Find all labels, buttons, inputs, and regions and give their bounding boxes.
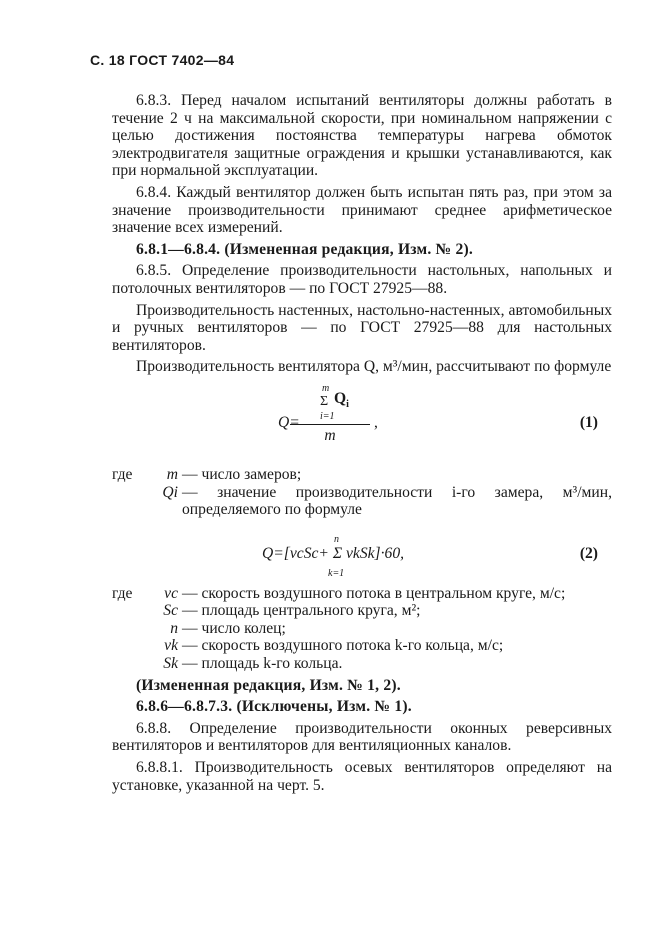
where-symbol: Sk	[163, 655, 178, 673]
sum-lower-limit: i=1	[320, 410, 335, 422]
formula-2-body: Q=[vcSc+ Σ vkSk]·60,	[262, 544, 405, 562]
where-text: — значение производительности i-го замера, м³/мин, определяемого по формуле	[182, 483, 612, 519]
where-label: где	[112, 584, 133, 602]
formula-2	[112, 527, 612, 577]
where-list-1	[112, 466, 612, 519]
sum-lower-limit: k=1	[328, 567, 345, 579]
paragraph-formula-intro: Производительность вентилятора Q, м³/мин, рассчитывают по формуле	[136, 358, 612, 376]
sum-upper-limit: m	[322, 382, 330, 394]
paragraph-wall-fans: Производительность настенных, настольно-настенных, автомобильных и ручных вентиляторов — по ГОСТ 27925—88 для настольных вентиляторов.	[112, 301, 612, 354]
excluded-note: 6.8.6—6.8.7.3. (Исключены, Изм. № 1).	[136, 698, 412, 716]
amendment-note-2: (Измененная редакция, Изм. № 1, 2).	[136, 676, 401, 694]
where-list-2	[112, 585, 612, 673]
document-body	[112, 92, 612, 798]
paragraph-6-8-5: 6.8.5. Определение производительности настольных, напольных и потолочных вентиляторов — по ГОСТ 27925—88.	[112, 262, 612, 297]
where-symbol: Qi	[162, 483, 178, 501]
formula-1	[112, 382, 612, 460]
where-symbol: m	[166, 465, 178, 483]
where-symbol: n	[170, 619, 178, 637]
formula-1-lhs: Q=	[278, 413, 300, 431]
where-text: — число замеров;	[182, 465, 302, 483]
formula-1-fraction	[290, 382, 370, 445]
paragraph-6-8-8-1: 6.8.8.1. Производительность осевых вентиляторов определяют на установке, указанной на черт. 5.	[112, 759, 612, 794]
where-text: — число колец;	[182, 619, 286, 637]
where-text: — площадь центрального круга, м²;	[182, 602, 421, 620]
sum-term: $Q_i$	[334, 389, 349, 411]
paragraph-6-8-4: 6.8.4. Каждый вентилятор должен быть испытан пять раз, при этом за значение производительности принимают среднее арифметическое значение всех измерений.	[112, 183, 612, 237]
where-symbol: vc	[164, 584, 178, 602]
formula-2-number: (2)	[579, 544, 598, 562]
formula-1-denominator: m	[324, 426, 336, 444]
where-symbol: vk	[164, 637, 178, 655]
formula-1-number: (1)	[579, 413, 598, 431]
paragraph-6-8-8: 6.8.8. Определение производительности оконных реверсивных вентиляторов и вентиляторов для вентиляционных каналов.	[112, 719, 612, 755]
where-text: — площадь k-го кольца.	[182, 655, 343, 673]
sum-upper-limit: n	[334, 533, 339, 545]
paragraph-6-8-3: 6.8.3. Перед началом испытаний вентиляторы должны работать в течение 2 ч на максимальной скорости, при номинальном напряжении с целью достижения постоянства температуры нагрева обмоток электродвигателя защитные ограждения и крышки устанавливаются, как при нормальной эксплуатации.	[112, 92, 612, 180]
where-symbol: Sc	[163, 602, 178, 620]
sigma-symbol: Σ	[320, 393, 329, 409]
page-header: С. 18 ГОСТ 7402—84	[90, 52, 235, 68]
formula-1-comma: ,	[374, 413, 378, 431]
where-label: где	[112, 465, 133, 483]
where-text: — скорость воздушного потока k-го кольца, м/с;	[182, 637, 504, 655]
amendment-note-1: 6.8.1—6.8.4. (Измененная редакция, Изм. № 2).	[136, 240, 473, 258]
where-text: — скорость воздушного потока в центральном круге, м/с;	[182, 584, 566, 602]
